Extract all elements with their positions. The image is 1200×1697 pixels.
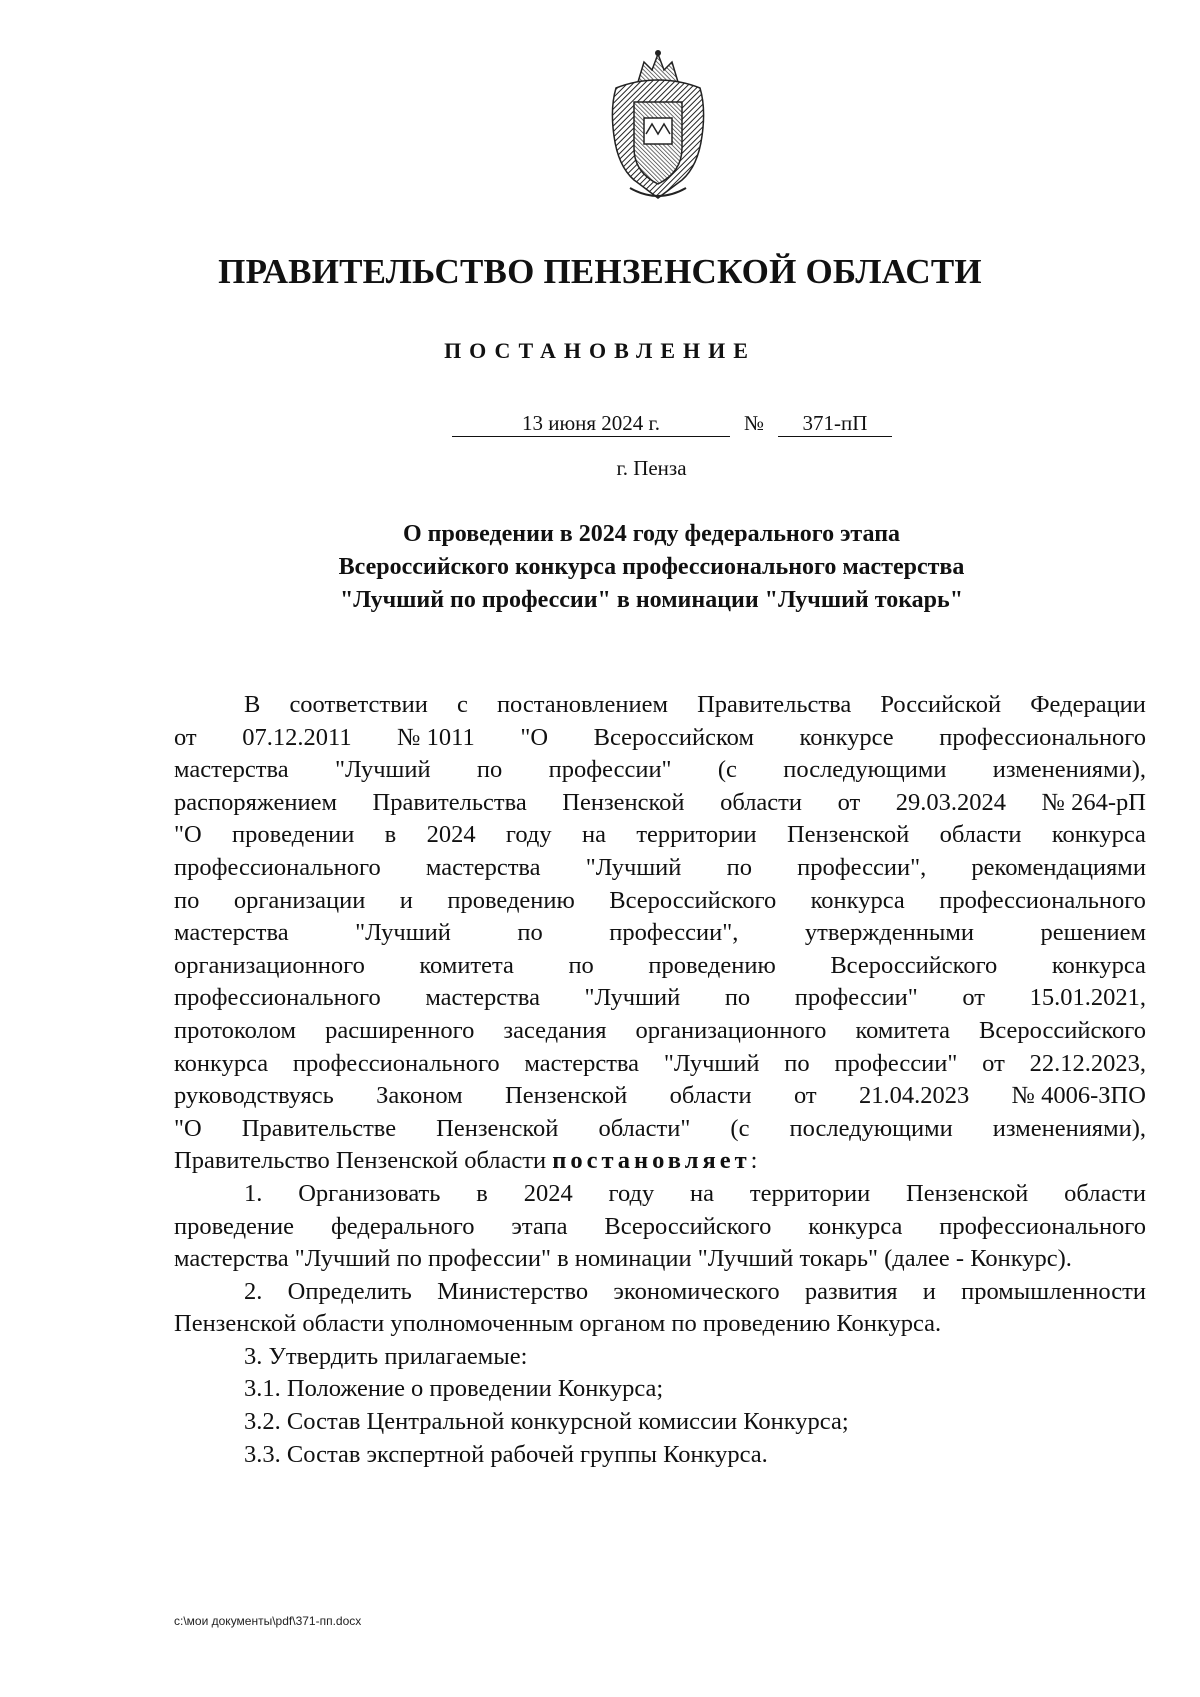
preamble-line (174, 722, 1146, 755)
word: Определить (287, 1277, 412, 1305)
document-title (0, 518, 1200, 617)
word: Правительстве (241, 1114, 397, 1142)
word: "Лучший (584, 984, 681, 1012)
word: "Лучший (334, 756, 431, 784)
title-line: Всероссийского конкурса профессионального мастерства (338, 554, 965, 580)
word: по (476, 756, 503, 784)
word: 1. (244, 1179, 263, 1207)
word: году (608, 1179, 655, 1207)
item-line (174, 1178, 1146, 1211)
preamble-line (174, 1015, 1146, 1048)
word: Всероссийского (604, 1212, 772, 1240)
word: Пензенской (505, 1082, 628, 1110)
word: 07.12.2011 (242, 723, 352, 751)
word: по (517, 919, 543, 947)
word: профессионального (939, 886, 1146, 914)
word: "Лучший (663, 1049, 760, 1077)
preamble-line (174, 787, 1146, 820)
word: профессии", (797, 853, 927, 881)
coat-of-arms-emblem-icon (600, 48, 716, 204)
word: в (384, 821, 397, 849)
word: протоколом (174, 1016, 297, 1044)
preamble-last-line (174, 1145, 1146, 1178)
word: (с (717, 756, 737, 784)
word: Пензенской (562, 788, 685, 816)
file-path: c:\мои документы\pdf\371-пп.docx (174, 1614, 362, 1628)
preamble-line (174, 1080, 1146, 1113)
word: "О (520, 723, 549, 751)
word: В (244, 691, 261, 718)
word: от (793, 1082, 817, 1110)
document-number: 371-пП (778, 410, 892, 437)
word: профессионального (292, 1049, 500, 1077)
word: профессии" (548, 756, 672, 784)
word: 2024 (426, 821, 476, 849)
document-date: 13 июня 2024 г. (452, 410, 730, 437)
word: Пензенской (436, 1114, 559, 1142)
word: по (726, 853, 752, 881)
word: на (581, 821, 606, 849)
word: "Лучший (585, 853, 682, 881)
word: области (669, 1082, 752, 1110)
word: Всероссийского (609, 886, 777, 914)
word: от (962, 984, 985, 1012)
word: комитета (419, 951, 514, 979)
word: расширенного (325, 1016, 475, 1044)
word: области" (598, 1114, 691, 1142)
word: изменениями), (992, 756, 1146, 784)
document-body (174, 689, 1146, 1471)
word: Организовать (298, 1179, 441, 1207)
word: Пензенской (906, 1179, 1029, 1207)
word: 22.12.2023, (1029, 1049, 1146, 1077)
word: и (922, 1277, 936, 1305)
item-line: мастерства "Лучший по профессии" в номинации "Лучший токарь" (далее - Конкурс). (174, 1245, 1072, 1273)
preamble-prefix: Правительство Пензенской области (174, 1147, 547, 1175)
word: профессионального (939, 1212, 1146, 1240)
word: конкурсе (799, 723, 894, 751)
word: на (690, 1179, 715, 1207)
word: конкурса (174, 1049, 269, 1077)
preamble-line (174, 689, 1146, 722)
item-line: 3.2. Состав Центральной конкурсной комиссии Конкурса; (244, 1408, 849, 1436)
item-line: 3. Утвердить прилагаемые: (244, 1342, 528, 1370)
word: мастерства (174, 919, 289, 947)
word: области (939, 821, 1022, 849)
word: 21.04.2023 (858, 1082, 970, 1110)
preamble-line (174, 754, 1146, 787)
preamble-line (174, 1113, 1146, 1146)
word: конкурса (808, 1212, 903, 1240)
word: "О (174, 1114, 202, 1142)
preamble-line (174, 885, 1146, 918)
word: территории (636, 821, 757, 849)
word: конкурса (1051, 821, 1146, 849)
word: по (724, 984, 751, 1012)
word: последующими (783, 756, 947, 784)
word: конкурса (810, 886, 905, 914)
title-line: О проведении в 2024 году федерального этапа (402, 521, 901, 547)
word: руководствуясь (174, 1082, 334, 1110)
word: по (174, 886, 200, 914)
word: мастерства (174, 756, 289, 784)
word: последующими (789, 1114, 953, 1142)
word: промышленности (961, 1277, 1146, 1305)
item-line (174, 1211, 1146, 1244)
item-line (174, 1276, 1146, 1309)
word: "О (174, 821, 202, 849)
word: Правительства (697, 691, 852, 718)
preamble-line (174, 917, 1146, 950)
word: распоряжением (174, 788, 337, 816)
word: Пензенской (786, 821, 910, 849)
word: профессии", (609, 919, 739, 947)
word: по (784, 1049, 810, 1077)
word: организационного (635, 1016, 827, 1044)
word: мастерства (425, 853, 541, 881)
preamble-line (174, 852, 1146, 885)
item-line: 3.1. Положение о проведении Конкурса; (244, 1375, 664, 1403)
word: Законом (376, 1082, 463, 1110)
word: проведение (174, 1212, 295, 1240)
word: в (476, 1179, 488, 1207)
word: "Лучший (355, 919, 451, 947)
word: конкурса (1051, 951, 1146, 979)
word: профессии" (834, 1049, 958, 1077)
word: Российской (880, 691, 1002, 718)
word: проведении (232, 821, 355, 849)
word: профессии" (794, 984, 918, 1012)
word: Министерство (437, 1277, 589, 1305)
word: № 4006-ЗПО (1011, 1082, 1146, 1110)
item-line: Пензенской области уполномоченным органом по проведению Конкурса. (174, 1310, 942, 1338)
word: утвержденными (804, 919, 974, 947)
word: изменениями), (992, 1114, 1146, 1142)
word: рекомендациями (971, 853, 1146, 881)
word: профессионального (174, 853, 381, 881)
word: от (837, 788, 861, 816)
word: (с (730, 1114, 750, 1142)
resolve-colon: : (750, 1147, 758, 1175)
word: от (174, 723, 197, 751)
word: с (456, 691, 468, 718)
word: организационного (174, 951, 365, 979)
word: Федерации (1030, 691, 1146, 718)
word: и (399, 886, 413, 914)
word: году (505, 821, 552, 849)
word: области (1064, 1179, 1146, 1207)
preamble-line (174, 982, 1146, 1015)
word: профессионального (939, 723, 1146, 751)
word: развития (804, 1277, 898, 1305)
word: проведению (447, 886, 575, 914)
word: мастерства (524, 1049, 640, 1077)
word: решением (1040, 919, 1146, 947)
word: Всероссийского (830, 951, 998, 979)
word: 29.03.2024 (895, 788, 1007, 816)
item-line: 3.3. Состав экспертной рабочей группы Конкурса. (244, 1440, 768, 1468)
title-line: "Лучший по профессии" в номинации "Лучший токарь" (339, 587, 964, 613)
word: Правительства (372, 788, 527, 816)
word: экономического (613, 1277, 780, 1305)
preamble-line (174, 950, 1146, 983)
word: организации (233, 886, 366, 914)
word: комитета (855, 1016, 950, 1044)
number-sign: № (744, 411, 765, 435)
word: по (568, 951, 594, 979)
preamble-line (174, 819, 1146, 852)
resolve-word: постановляет (552, 1147, 751, 1175)
word: мастерства (425, 984, 540, 1012)
word: Всероссийском (593, 723, 754, 751)
word: соответствии (289, 691, 428, 718)
preamble-line (174, 1048, 1146, 1081)
organization-title: ПРАВИТЕЛЬСТВО ПЕНЗЕНСКОЙ ОБЛАСТИ (218, 252, 982, 291)
word: территории (749, 1179, 871, 1207)
word: 2024 (523, 1179, 573, 1207)
word: проведению (648, 951, 776, 979)
word: № 264-рП (1041, 788, 1146, 816)
document-type: ПОСТАНОВЛЕНИЕ (444, 338, 756, 363)
word: от (982, 1049, 1005, 1077)
word: 2. (244, 1277, 263, 1305)
word: № 1011 (397, 723, 475, 751)
word: этапа (511, 1212, 568, 1240)
word: Всероссийского (979, 1016, 1146, 1044)
city: г. Пенза (616, 456, 687, 480)
word: заседания (503, 1016, 607, 1044)
word: постановлением (496, 691, 668, 718)
word: федерального (330, 1212, 475, 1240)
word: профессионального (174, 984, 381, 1012)
word: области (720, 788, 802, 816)
word: 15.01.2021, (1029, 984, 1146, 1012)
